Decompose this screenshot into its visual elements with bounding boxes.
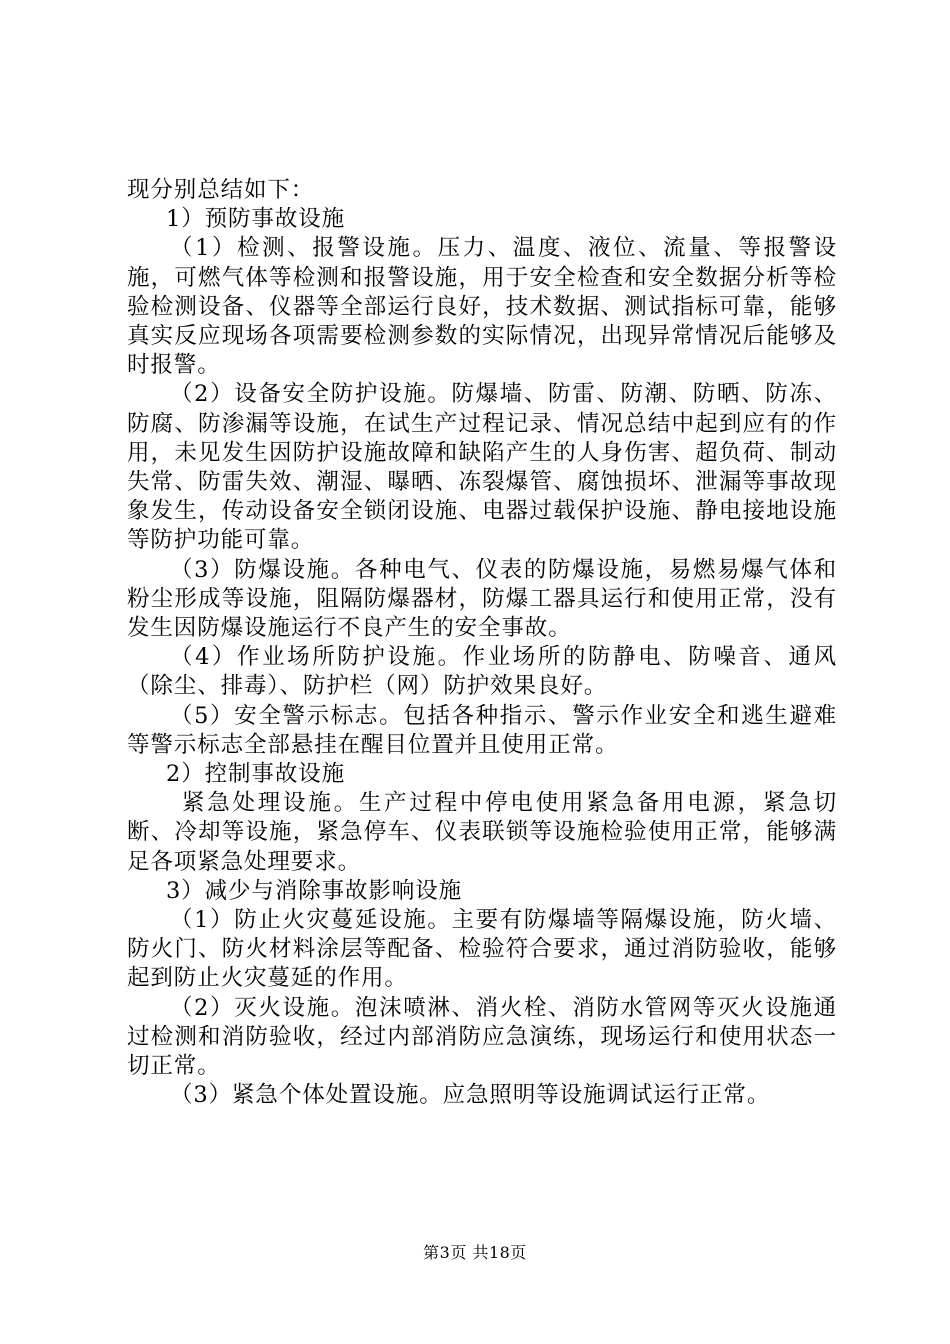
paragraph-explosion-proof: （3）防爆设施。各种电气、仪表的防爆设施，易燃易爆气体和粉尘形成等设施，阻隔防爆器材，防爆工器具运行和使用正常，没有发生因防爆设施运行不良产生的安全事故。: [127, 556, 837, 642]
paragraph-detection-alarm: （1）检测、报警设施。压力、温度、液位、流量、等报警设施，可燃气体等检测和报警设施，用于安全检查和安全数据分析等检验检测设备、仪器等全部运行良好，技术数据、测试指标可靠，能够真实反应现场各项需要检测参数的实际情况，出现异常情况后能够及时报警。: [127, 235, 837, 379]
section-heading-control: 2）控制事故设施: [166, 761, 346, 788]
paragraph-emergency-handling: 紧急处理设施。生产过程中停电使用紧急备用电源，紧急切断、冷却等设施，紧急停车、仪表联锁等设施检验使用正常，能够满足各项紧急处理要求。: [127, 790, 837, 875]
paragraph-equipment-protection: （2）设备安全防护设施。防爆墙、防雷、防潮、防晒、防冻、防腐、防渗漏等设施，在试生产过程记录、情况总结中起到应有的作用，未见发生因防护设施故障和缺陷产生的人身伤害、超负荷、制动失常、防雷失效、潮湿、曝晒、冻裂爆管、腐蚀损坏、泄漏等事故现象发生，传动设备安全锁闭设施、电器过载保护设施、静电接地设施等防护功能可靠。: [127, 381, 837, 554]
paragraph-fire-spread: （1）防止火灾蔓延设施。主要有防爆墙等隔爆设施，防火墙、防火门、防火材料涂层等配备、检验符合要求，通过消防验收，能够起到防止火灾蔓延的作用。: [127, 907, 837, 992]
document-body: [127, 176, 837, 1111]
section-heading-mitigation: 3）减少与消除事故影响设施: [166, 877, 463, 904]
paragraph-intro: 现分别总结如下：: [127, 177, 315, 203]
paragraph-workplace-protection: （4）作业场所防护设施。作业场所的防静电、防噪音、通风（除尘、排毒）、防护栏（网）防护效果良好。: [127, 644, 837, 700]
page-number-footer: 第3页 共18页: [423, 1243, 527, 1262]
paragraph-safety-signs: （5）安全警示标志。包括各种指示、警示作业安全和逃生避难等警示标志全部悬挂在醒目位置并且使用正常。: [127, 702, 837, 758]
paragraph-individual-emergency: （3）紧急个体处置设施。应急照明等设施调试运行正常。: [170, 1082, 771, 1109]
section-heading-prevention: 1）预防事故设施: [166, 206, 346, 233]
paragraph-extinguishing: （2）灭火设施。泡沫喷淋、消火栓、消防水管网等灭火设施通过检测和消防验收，经过内部消防应急演练，现场运行和使用状态一切正常。: [127, 994, 837, 1080]
